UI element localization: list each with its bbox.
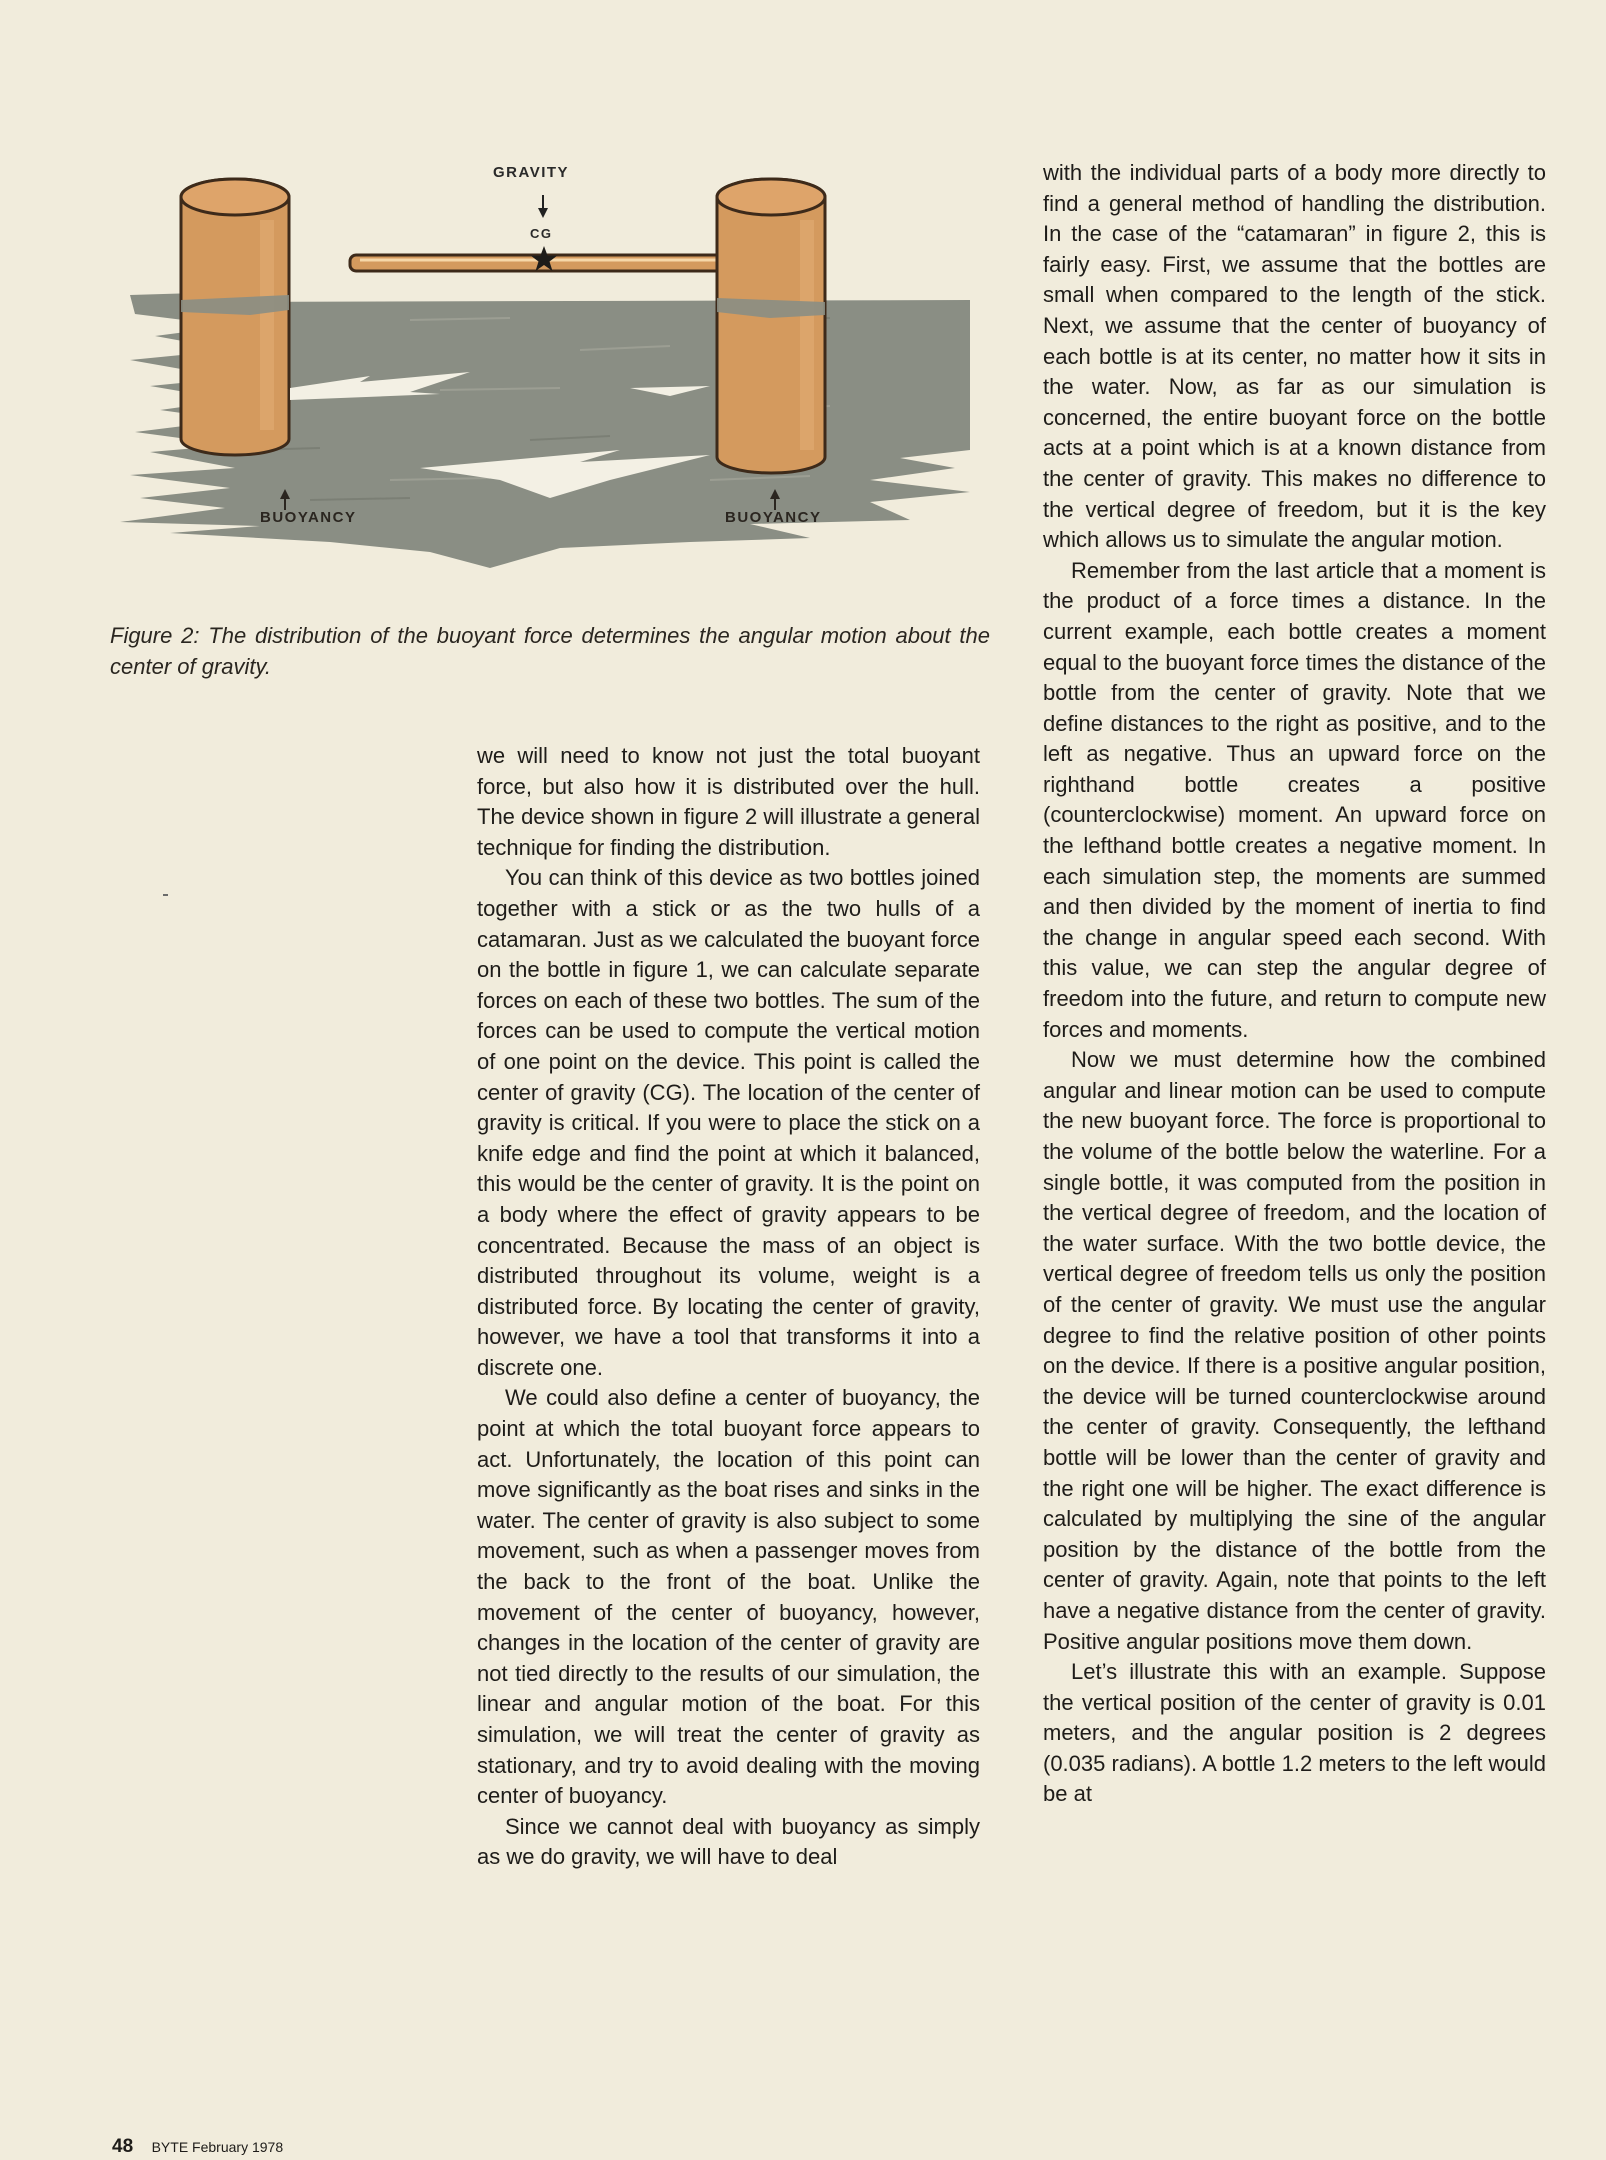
gravity-label: GRAVITY (493, 164, 570, 181)
paragraph: Remember from the last article that a moment is the product of a force times a distance. In the current example, each bottle creates a moment equal to the buoyant force times the distance of the bottle from the center of gravity. Note that we define distances to the right as positive, and to the left as negative. Thus an upward force on the righthand bottle creates a positive (counterclockwise) moment. An upward force on the lefthand bottle creates a negative moment. In each simulation step, the moments are summed and then divided by the moment of inertia to find the change in angular speed each second. With this value, we can step the angular degree of freedom into the future, and return to compute new forces and moments. (1043, 557, 1546, 1042)
print-speck (163, 894, 168, 896)
buoyancy-label-left: BUOYANCY (260, 509, 357, 526)
figure-2-catamaran-diagram (110, 150, 990, 610)
buoyancy-label-right: BUOYANCY (725, 509, 822, 526)
paragraph: Now we must determine how the combined angular and linear motion can be used to compute the new buoyant force. The force is proportional to the volume of the bottle below the waterline. For a single bottle, it was computed from the position in the vertical degree of freedom, and the location of the water surface. With the two bottle device, the vertical degree of freedom tells us only the position of the center of gravity. We must use the angular degree to find the relative position of other points on the device. If there is a positive angular position, the device will be turned counterclockwise around the center of gravity. Consequently, the lefthand bottle will be lower than the center of gravity and the right one will be higher. The exact difference is calculated by multiplying the sine of the angular position by the distance of the bottle from the center of gravity. Again, note that points to the left have a negative distance from the center of gravity. Positive angular positions move them down. (1043, 1047, 1546, 1654)
paragraph: we will need to know not just the total buoyant force, but also how it is distributed over the hull. The device shown in figure 2 will illustrate a general technique for finding the distribution. (477, 743, 980, 860)
figure-caption: Figure 2: The distribution of the buoyant force determines the angular motion about the center of gravity. (110, 623, 990, 679)
page-number: 48 (112, 2136, 134, 2157)
paragraph: with the individual parts of a body more directly to find a general method of handling the distribution. In the case of the “catamaran” in figure 2, this is fairly easy. First, we assume that the bottles are small when compared to the length of the stick. Next, we assume that the center of buoyancy of each bottle is at its center, no matter how it sits in the water. Now, as far as our simulation is concerned, the entire buoyant force on the bottle acts at a point which is at a known distance from the center of gravity. This makes no difference to the vertical degree of freedom, but it is the key which allows us to simulate the angular motion. (1043, 160, 1546, 553)
paragraph: Since we cannot deal with buoyancy as simply as we do gravity, we will have to deal (477, 1813, 980, 1870)
publication-line: BYTE February 1978 (151, 2139, 284, 2155)
paragraph: You can think of this device as two bottles joined together with a stick or as the two hulls of a catamaran. Just as we calculated the buoyant force on the bottle in figure 1, we can calculate separate forces on each of these two bottles. The sum of the forces can be used to compute the vertical motion of one point on the device. This point is called the center of gravity (CG). The location of the center of gravity is critical. If you were to place the stick on a knife edge and find the point at which it balanced, this would be the center of gravity. It is the point on a body where the effect of gravity appears to be concentrated. Because the mass of an object is distributed throughout its volume, weight is a distributed force. By locating the center of gravity, however, we have a tool that transforms it into a discrete one. (477, 865, 980, 1380)
page-footer (112, 2136, 283, 2158)
paragraph: We could also define a center of buoyancy, the point at which the total buoyant force appears to act. Unfortunately, the location of this point can move significantly as the boat rises and sinks in the water. The center of gravity is also subject to some movement, such as when a passenger moves from the back to the front of the boat. Unlike the movement of the center of buoyancy, however, changes in the location of the center of gravity are not tied directly to the results of our simulation, the linear and angular motion of the boat. For this simulation, we will treat the center of gravity as stationary, and try to avoid dealing with the moving center of buoyancy. (477, 1385, 980, 1809)
paragraph: Let’s illustrate this with an example. Suppose the vertical position of the center of gravity is 0.01 meters, and the angular position is 2 degrees (0.035 radians). A bottle 1.2 meters to the left would be at (1043, 1659, 1546, 1807)
catamaran-illustration (110, 150, 990, 610)
cg-label: CG (530, 226, 553, 241)
text-column-right (1043, 158, 1546, 1810)
text-column-left (477, 741, 980, 1873)
gravity-arrow (538, 195, 548, 218)
